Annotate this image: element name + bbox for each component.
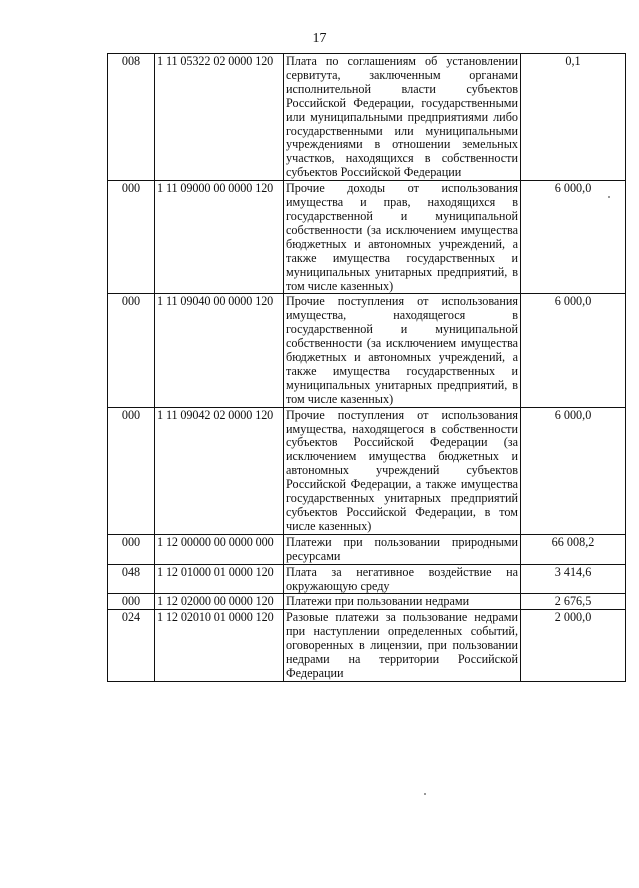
budget-code-cell: 1 12 00000 00 0000 000 xyxy=(155,534,284,564)
budget-code-cell: 1 11 09000 00 0000 120 xyxy=(155,181,284,294)
revenue-name-cell: Прочие поступления от использования имущества, находящегося в государственной и муниципальной собственности (за исключением имущества бюджетных и автономных учреждений, а также имущества государственных и муниципальных унитарных предприятий, в том числе казенных) xyxy=(284,294,521,407)
admin-code-cell: 000 xyxy=(108,407,155,534)
budget-code-cell: 1 11 05322 02 0000 120 xyxy=(155,54,284,181)
budget-revenue-table xyxy=(107,53,626,682)
table-row xyxy=(108,181,626,294)
admin-code-cell: 000 xyxy=(108,294,155,407)
amount-cell: 3 414,6 xyxy=(521,564,626,594)
scan-speck xyxy=(424,793,426,795)
table-row xyxy=(108,534,626,564)
budget-code-cell: 1 11 09042 02 0000 120 xyxy=(155,407,284,534)
revenue-name-cell: Прочие доходы от использования имущества и прав, находящихся в государственной и муниципальной собственности (за исключением имущества бюджетных и автономных учреждений, а также имущества государственных и муниципальных унитарных предприятий, в том числе казенных) xyxy=(284,181,521,294)
amount-cell: 6 000,0 xyxy=(521,407,626,534)
budget-code-cell: 1 12 02010 01 0000 120 xyxy=(155,610,284,682)
admin-code-cell: 048 xyxy=(108,564,155,594)
admin-code-cell: 024 xyxy=(108,610,155,682)
budget-code-cell: 1 12 01000 01 0000 120 xyxy=(155,564,284,594)
budget-code-cell: 1 12 02000 00 0000 120 xyxy=(155,594,284,610)
revenue-name-cell: Плата по соглашениям об установлении сервитута, заключенным органами исполнительной власти субъектов Российской Федерации, государственными или муниципальными предприятиями либо государственными или муниципальными учреждениями в отношении земельных участков, находящихся в собственности субъектов Российской Федерации xyxy=(284,54,521,181)
amount-cell: 6 000,0 xyxy=(521,294,626,407)
amount-cell: 2 000,0 xyxy=(521,610,626,682)
revenue-name-cell: Прочие поступления от использования имущества, находящегося в собственности субъектов Российской Федерации (за исключением имущества бюджетных и автономных учреждений субъектов Российской Федерации, а также имущества государственных унитарных предприятий субъектов Российской Федерации, в том числе казенных) xyxy=(284,407,521,534)
admin-code-cell: 008 xyxy=(108,54,155,181)
table-row xyxy=(108,294,626,407)
revenue-name-cell: Плата за негативное воздействие на окружающую среду xyxy=(284,564,521,594)
budget-code-cell: 1 11 09040 00 0000 120 xyxy=(155,294,284,407)
table-row xyxy=(108,54,626,181)
table-row xyxy=(108,594,626,610)
amount-cell: 2 676,5 xyxy=(521,594,626,610)
table-row xyxy=(108,610,626,682)
table-row xyxy=(108,564,626,594)
table-row xyxy=(108,407,626,534)
admin-code-cell: 000 xyxy=(108,534,155,564)
amount-cell: 6 000,0 xyxy=(521,181,626,294)
admin-code-cell: 000 xyxy=(108,594,155,610)
amount-cell: 0,1 xyxy=(521,54,626,181)
scan-speck xyxy=(608,196,610,198)
amount-cell: 66 008,2 xyxy=(521,534,626,564)
revenue-name-cell: Платежи при пользовании недрами xyxy=(284,594,521,610)
revenue-name-cell: Платежи при пользовании природными ресурсами xyxy=(284,534,521,564)
page-number: 17 xyxy=(312,31,327,46)
admin-code-cell: 000 xyxy=(108,181,155,294)
revenue-name-cell: Разовые платежи за пользование недрами при наступлении определенных событий, оговоренных в лицензии, при пользовании недрами на территории Российской Федерации xyxy=(284,610,521,682)
